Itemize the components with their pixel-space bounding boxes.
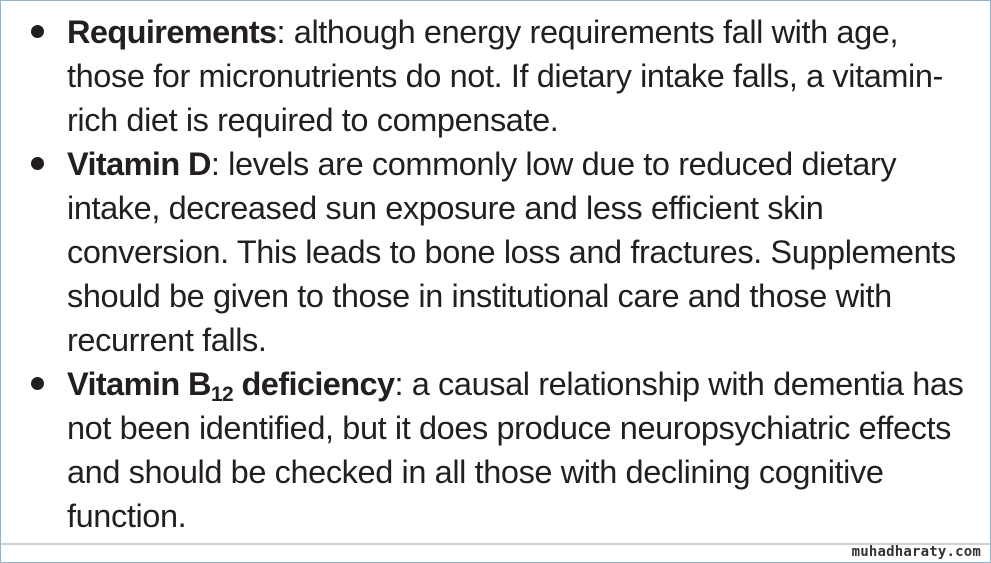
bullet-requirements — [29, 10, 979, 142]
bullet-dot-icon — [31, 157, 44, 170]
bullet-vitamin-b12 — [29, 362, 979, 538]
bullet-vitamin-d — [29, 142, 979, 362]
bullet-term: Vitamin D — [67, 146, 211, 183]
bullet-dot-icon — [31, 377, 44, 390]
bullet-dot-icon — [31, 25, 44, 38]
bullet-term-suffix: deficiency — [233, 366, 395, 403]
bullet-text: : although energy requirements fall with age, those for micronutrients do not. If dietary intake falls, a vitamin-rich diet is required to compensate. — [67, 14, 943, 139]
watermark: muhadharaty.com — [851, 544, 981, 560]
bullet-text: : a causal relationship with dementia has not been identified, but it does produce neuropsychiatric effects and should be checked in all those with declining cognitive function. — [67, 366, 964, 535]
bullet-term: Requirements — [67, 14, 277, 50]
bullet-text: : levels are commonly low due to reduced dietary intake, decreased sun exposure and less efficient skin conversion. This leads to bone loss and fractures. Supplements should be given to those in institutional care and those with recurrent falls. — [67, 146, 956, 359]
bullet-list — [29, 10, 979, 538]
bottom-divider — [1, 543, 990, 545]
bullet-term-prefix: Vitamin B — [67, 366, 211, 403]
bullet-term — [67, 366, 395, 407]
bullet-term-subscript: 12 — [210, 383, 234, 407]
